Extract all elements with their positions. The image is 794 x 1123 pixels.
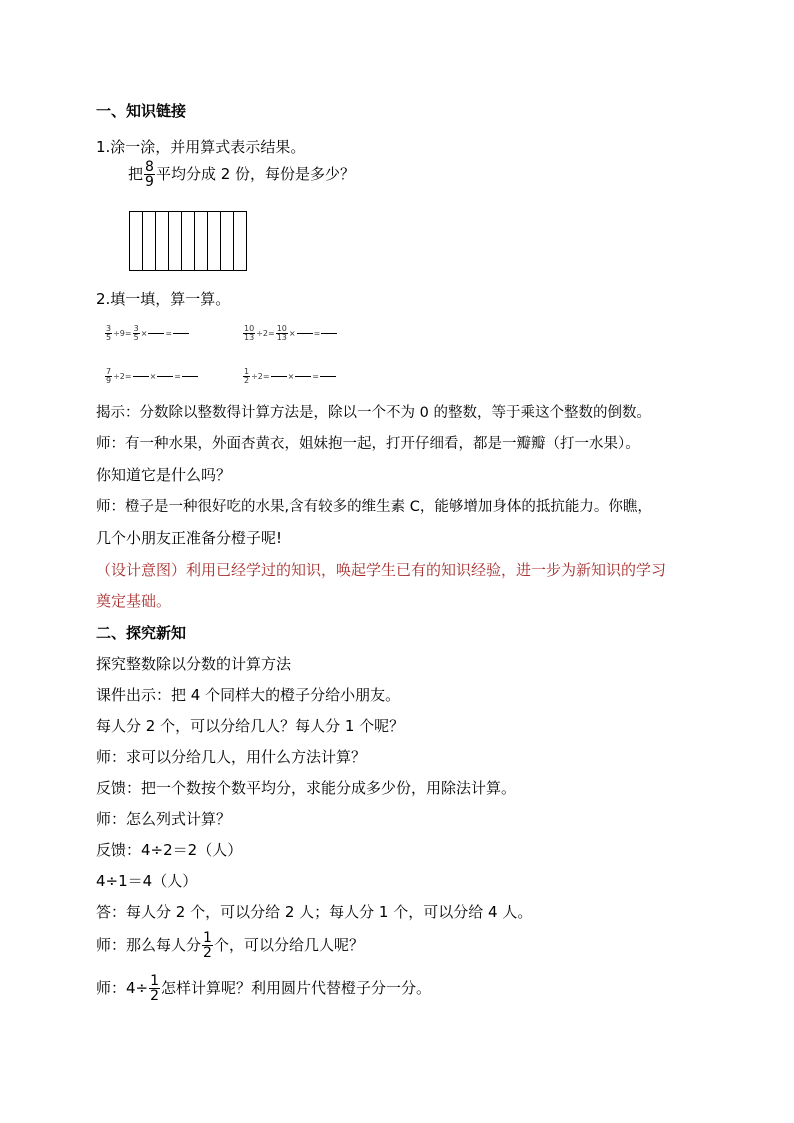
frac-num: 8 <box>145 159 154 175</box>
frac-num: 3 <box>106 324 112 333</box>
explore-topic: 探究整数除以分数的计算方法 <box>96 655 292 673</box>
section-title-knowledge-link: 一、知识链接 <box>96 102 187 120</box>
shading-grid[interactable] <box>129 211 247 271</box>
teacher-riddle: 师：有一种水果，外面杏黄衣，姐妹抱一起，打开仔细看，都是一瓣瓣（打一水果）。 <box>96 436 640 452</box>
grid-cell[interactable] <box>156 212 169 270</box>
question-1-prompt <box>128 160 355 189</box>
frac-den: 13 <box>244 333 255 342</box>
equation-2 <box>242 325 338 342</box>
question-2: 2.填一填，算一算。 <box>96 290 231 308</box>
frac-den: 9 <box>145 174 154 190</box>
question-share: 每人分 2 个，可以分给几人？每人分 1 个呢？ <box>96 717 405 735</box>
times-sign: × <box>287 372 295 381</box>
frac-num: 10 <box>276 324 287 333</box>
teacher-orange-intro: 师：橙子是一种很好吃的水果,含有较多的维生素 C，能够增加身体的抵抗能力。你瞧， <box>96 499 652 515</box>
text-prefix: 师：4÷ <box>96 979 149 997</box>
reveal-text: 揭示：分数除以整数得计算方法是，除以一个不为 0 的整数，等于乘这个整数的倒数。 <box>96 405 651 421</box>
frac-num: 7 <box>106 367 112 376</box>
grid-cell[interactable] <box>234 212 246 270</box>
blank-fraction[interactable] <box>295 368 311 385</box>
frac-den: 13 <box>276 333 287 342</box>
blank-fraction[interactable] <box>271 368 287 385</box>
blank-fraction[interactable] <box>173 325 189 342</box>
grid-cell[interactable] <box>208 212 221 270</box>
equals-sign: = <box>165 329 173 338</box>
frac-den: 2 <box>244 376 250 385</box>
equation-4 <box>242 368 337 385</box>
frac-num: 1 <box>203 930 212 946</box>
blank-fraction[interactable] <box>320 368 336 385</box>
grid-cell[interactable] <box>143 212 156 270</box>
q1-prefix: 把 <box>128 165 144 183</box>
equals-sign: = <box>174 372 181 381</box>
q1-suffix: 平均分成 2 份，每份是多少？ <box>155 165 356 183</box>
times-sign: × <box>140 329 148 338</box>
fraction-8-9 <box>144 160 155 189</box>
equation-3 <box>104 368 199 385</box>
operator: ÷2= <box>256 329 275 338</box>
fraction <box>105 325 112 342</box>
equation-1 <box>104 325 190 342</box>
teacher-half-question <box>96 931 364 960</box>
blank-fraction[interactable] <box>133 368 149 385</box>
frac-den: 9 <box>106 376 112 385</box>
answer-text: 答：每人分 2 个，可以分给 2 人；每人分 1 个，可以分给 4 人。 <box>96 903 533 921</box>
grid-cell[interactable] <box>221 212 234 270</box>
grid-cell[interactable] <box>169 212 182 270</box>
operator: ÷9= <box>113 329 132 338</box>
design-intent-cont: 奠定基础。 <box>96 592 172 610</box>
times-sign: × <box>149 372 157 381</box>
frac-den: 2 <box>150 988 160 1004</box>
frac-den: 5 <box>106 333 112 342</box>
fraction <box>243 368 250 385</box>
grid-cell[interactable] <box>182 212 195 270</box>
blank-fraction[interactable] <box>182 368 198 385</box>
blank-fraction[interactable] <box>148 325 164 342</box>
frac-num: 10 <box>244 324 255 333</box>
design-intent: （设计意图）利用已经学过的知识，唤起学生已有的知识经验，进一步为新知识的学习 <box>96 561 667 579</box>
operator: ÷2= <box>113 372 132 381</box>
teacher-compute-question <box>96 974 431 1003</box>
frac-num: 3 <box>133 324 139 333</box>
section-title-explore: 二、探究新知 <box>96 624 187 642</box>
feedback-calc-2: 4÷1＝4（人） <box>96 872 198 890</box>
equals-sign: = <box>312 372 319 381</box>
text-suffix: 怎样计算呢？利用圆片代替橙子分一分。 <box>161 979 432 997</box>
times-sign: × <box>288 329 296 338</box>
fraction <box>133 325 140 342</box>
frac-den: 5 <box>133 333 139 342</box>
text-suffix: 个，可以分给几人呢？ <box>213 936 364 954</box>
teacher-orange-intro-cont: 几个小朋友正准备分橙子呢! <box>96 529 283 547</box>
blank-fraction[interactable] <box>297 325 313 342</box>
feedback-calc-1: 反馈：4÷2＝2（人） <box>96 841 243 859</box>
teacher-method-question: 师：求可以分给几人，用什么方法计算？ <box>96 748 367 766</box>
fraction <box>105 368 112 385</box>
blank-fraction[interactable] <box>321 325 337 342</box>
operator: ÷2= <box>251 372 270 381</box>
equals-sign: = <box>313 329 321 338</box>
frac-num: 1 <box>244 367 250 376</box>
blank-fraction[interactable] <box>157 368 173 385</box>
teacher-riddle-question: 你知道它是什么吗？ <box>96 466 232 484</box>
frac-num: 1 <box>150 973 160 989</box>
grid-cell[interactable] <box>195 212 208 270</box>
fraction-1-2 <box>149 974 160 1003</box>
frac-den: 2 <box>203 945 212 961</box>
grid-cell[interactable] <box>130 212 143 270</box>
fraction <box>276 325 288 342</box>
fraction-1-2 <box>202 931 213 960</box>
courseware-display: 课件出示：把 4 个同样大的橙子分给小朋友。 <box>96 686 401 704</box>
feedback-division: 反馈：把一个数按个数平均分，求能分成多少份，用除法计算。 <box>96 779 517 797</box>
question-1: 1.涂一涂，并用算式表示结果。 <box>96 138 306 156</box>
fraction <box>243 325 255 342</box>
text-prefix: 师：那么每人分 <box>96 936 202 954</box>
teacher-formula-question: 师：怎么列式计算？ <box>96 810 232 828</box>
